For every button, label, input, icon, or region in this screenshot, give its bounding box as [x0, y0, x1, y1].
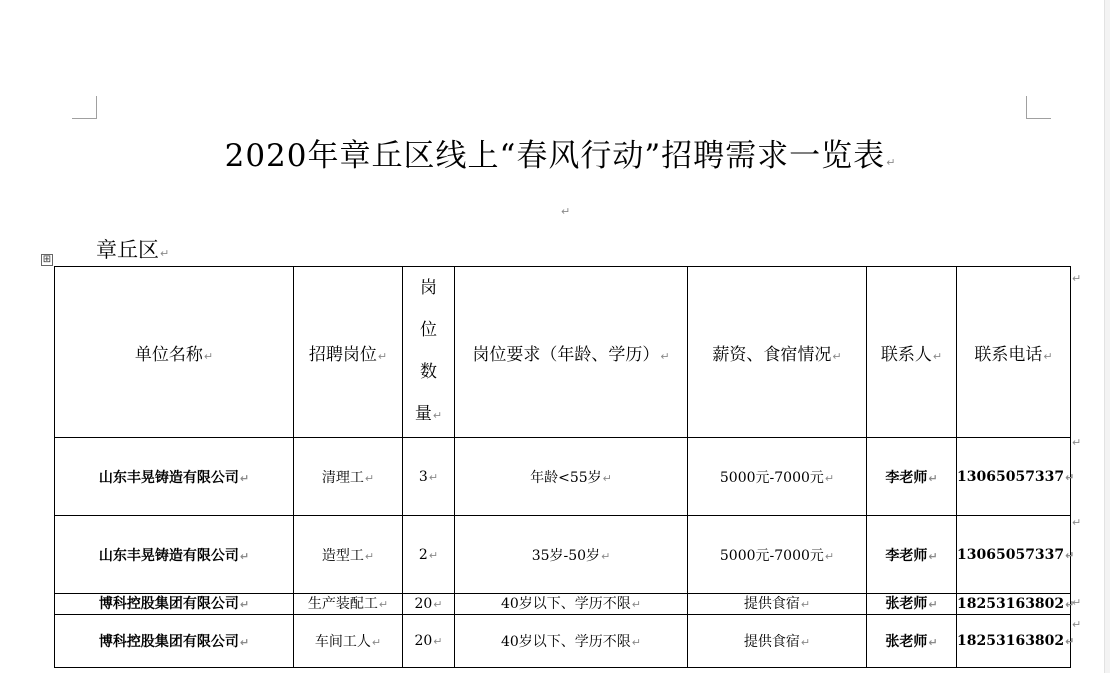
header-contact-text: 联系人	[880, 344, 932, 365]
cell-phone[interactable]	[957, 438, 1075, 516]
cell-text: 20	[414, 633, 433, 649]
cell-end-mark-icon: ↵	[824, 471, 835, 485]
header-qty[interactable]	[403, 267, 455, 438]
cell-text: 博科控股集团有限公司	[98, 595, 239, 612]
cell-end-mark-icon: ↵	[928, 471, 938, 485]
cell-end-mark-icon: ↵	[377, 349, 388, 363]
recruitment-table	[54, 266, 1075, 668]
section-heading[interactable]	[96, 234, 169, 264]
cell-requirement[interactable]	[455, 615, 688, 668]
cell-end-mark-icon: ↵	[428, 548, 439, 562]
cell-end-mark-icon: ↵	[928, 549, 938, 563]
cell-end-mark-icon: ↵	[433, 597, 443, 611]
cell-end-mark-icon: ↵	[1065, 597, 1075, 611]
cell-text: 13065057337	[957, 468, 1065, 485]
cell-company[interactable]	[55, 438, 294, 516]
header-contact[interactable]	[867, 267, 957, 438]
header-qty-char: 位	[420, 320, 437, 340]
row-end-mark-icon: ↵	[1072, 596, 1082, 609]
paragraph-mark-icon: ↵	[160, 247, 170, 260]
cell-salary[interactable]	[688, 516, 867, 594]
header-phone[interactable]	[957, 267, 1071, 438]
table-header-row	[55, 267, 1071, 438]
header-company[interactable]	[55, 267, 294, 438]
header-salary[interactable]	[688, 267, 867, 438]
row-end-mark-icon: ↵	[1072, 618, 1082, 631]
cell-requirement[interactable]	[455, 594, 688, 615]
cell-end-mark-icon: ↵	[631, 597, 642, 611]
cell-text: 2	[418, 546, 428, 563]
vertical-scrollbar[interactable]	[1104, 0, 1110, 673]
cell-end-mark-icon: ↵	[203, 349, 214, 363]
cell-text: 5000元-7000元	[719, 547, 824, 564]
cell-text: 5000元-7000元	[719, 469, 824, 486]
table-row	[55, 615, 1071, 668]
cell-text: 提供食宿	[743, 595, 800, 612]
cell-end-mark-icon: ↵	[660, 349, 670, 363]
cell-qty[interactable]	[403, 438, 455, 516]
cell-text: 张老师	[885, 595, 928, 612]
cell-end-mark-icon: ↵	[432, 409, 443, 422]
cell-text: 18253163802	[957, 633, 1065, 649]
cell-text: 40岁以下、学历不限	[500, 634, 631, 650]
table-row	[55, 438, 1071, 516]
cell-end-mark-icon: ↵	[824, 549, 835, 563]
cell-phone[interactable]	[957, 516, 1075, 594]
header-qty-last-char: 量	[414, 404, 432, 424]
empty-paragraph[interactable]	[560, 200, 570, 219]
cell-contact[interactable]	[867, 594, 957, 615]
cell-text: 20	[414, 595, 433, 612]
cell-end-mark-icon: ↵	[601, 549, 611, 563]
margin-corner-top-right	[1026, 96, 1051, 119]
cell-end-mark-icon: ↵	[832, 349, 842, 363]
cell-requirement[interactable]	[455, 438, 688, 516]
cell-qty[interactable]	[403, 615, 455, 668]
cell-phone[interactable]	[957, 594, 1075, 615]
cell-end-mark-icon: ↵	[1065, 548, 1075, 562]
cell-text: 13065057337	[957, 546, 1065, 563]
header-position[interactable]	[294, 267, 403, 438]
table-row	[55, 516, 1071, 594]
paragraph-mark-icon: ↵	[886, 156, 897, 169]
header-phone-text: 联系电话	[974, 344, 1043, 365]
cell-end-mark-icon: ↵	[800, 636, 811, 649]
cell-end-mark-icon: ↵	[1065, 635, 1075, 648]
cell-text: 生产装配工	[307, 595, 378, 612]
header-requirement[interactable]	[455, 267, 688, 438]
cell-end-mark-icon: ↵	[239, 549, 250, 563]
cell-text: 18253163802	[957, 595, 1065, 612]
row-end-mark-icon: ↵	[1072, 516, 1082, 529]
header-position-text: 招聘岗位	[308, 344, 377, 365]
header-qty-char: 数	[420, 362, 437, 382]
margin-corner-top-left	[72, 96, 97, 119]
cell-qty[interactable]	[403, 594, 455, 615]
header-company-text: 单位名称	[134, 344, 203, 365]
cell-end-mark-icon: ↵	[239, 636, 250, 649]
cell-end-mark-icon: ↵	[1043, 349, 1053, 363]
cell-end-mark-icon: ↵	[928, 597, 938, 611]
cell-text: 山东丰晃铸造有限公司	[98, 547, 239, 564]
cell-end-mark-icon: ↵	[371, 636, 382, 649]
header-qty-char	[403, 393, 454, 437]
cell-text: 山东丰晃铸造有限公司	[98, 469, 239, 486]
cell-contact[interactable]	[867, 438, 957, 516]
document-title[interactable]	[0, 130, 1110, 175]
header-qty-char: 岗	[420, 278, 437, 298]
cell-company[interactable]	[55, 516, 294, 594]
header-salary-text: 薪资、食宿情况	[712, 344, 832, 365]
cell-position[interactable]	[294, 516, 403, 594]
cell-salary[interactable]	[688, 438, 867, 516]
cell-text: 提供食宿	[743, 634, 800, 650]
cell-position[interactable]	[294, 594, 403, 615]
cell-text: 车间工人	[314, 634, 371, 650]
cell-end-mark-icon: ↵	[364, 549, 375, 563]
cell-text: 年龄<55岁	[530, 469, 602, 486]
cell-text: 李老师	[885, 547, 928, 564]
cell-text: 张老师	[885, 634, 928, 650]
cell-end-mark-icon: ↵	[928, 636, 938, 649]
cell-end-mark-icon: ↵	[1065, 470, 1075, 484]
cell-end-mark-icon: ↵	[239, 471, 250, 485]
paragraph-mark-icon: ↵	[561, 205, 571, 218]
cell-contact[interactable]	[867, 615, 957, 668]
cell-salary[interactable]	[688, 615, 867, 668]
cell-phone[interactable]	[957, 615, 1075, 668]
cell-end-mark-icon: ↵	[428, 470, 439, 484]
row-end-mark-icon: ↵	[1072, 436, 1082, 449]
cell-text: 清理工	[321, 469, 364, 486]
cell-end-mark-icon: ↵	[932, 349, 943, 363]
cell-qty[interactable]	[403, 516, 455, 594]
cell-text: 博科控股集团有限公司	[98, 634, 239, 650]
cell-contact[interactable]	[867, 516, 957, 594]
cell-text: 3	[418, 468, 428, 485]
cell-end-mark-icon: ↵	[378, 597, 389, 611]
cell-company[interactable]	[55, 615, 294, 668]
cell-text: 40岁以下、学历不限	[500, 595, 631, 612]
cell-salary[interactable]	[688, 594, 867, 615]
header-requirement-text: 岗位要求（年龄、学历）	[472, 344, 660, 365]
cell-end-mark-icon: ↵	[239, 597, 250, 611]
table-row	[55, 594, 1071, 615]
cell-end-mark-icon: ↵	[631, 636, 642, 649]
cell-end-mark-icon: ↵	[433, 635, 443, 648]
cell-text: 35岁-50岁	[531, 547, 601, 564]
cell-position[interactable]	[294, 438, 403, 516]
cell-end-mark-icon: ↵	[364, 471, 375, 485]
section-text: 章丘区	[96, 238, 159, 262]
title-text: 2020年章丘区线上“春风行动”招聘需求一览表	[224, 138, 886, 174]
cell-position[interactable]	[294, 615, 403, 668]
cell-end-mark-icon: ↵	[800, 597, 811, 611]
cell-text: 李老师	[885, 469, 928, 486]
table-move-handle-icon[interactable]: ⊞	[42, 254, 52, 265]
cell-text: 造型工	[321, 547, 364, 564]
cell-requirement[interactable]	[455, 516, 688, 594]
row-end-mark-icon: ↵	[1072, 272, 1082, 285]
cell-end-mark-icon: ↵	[602, 471, 612, 485]
cell-company[interactable]	[55, 594, 294, 615]
